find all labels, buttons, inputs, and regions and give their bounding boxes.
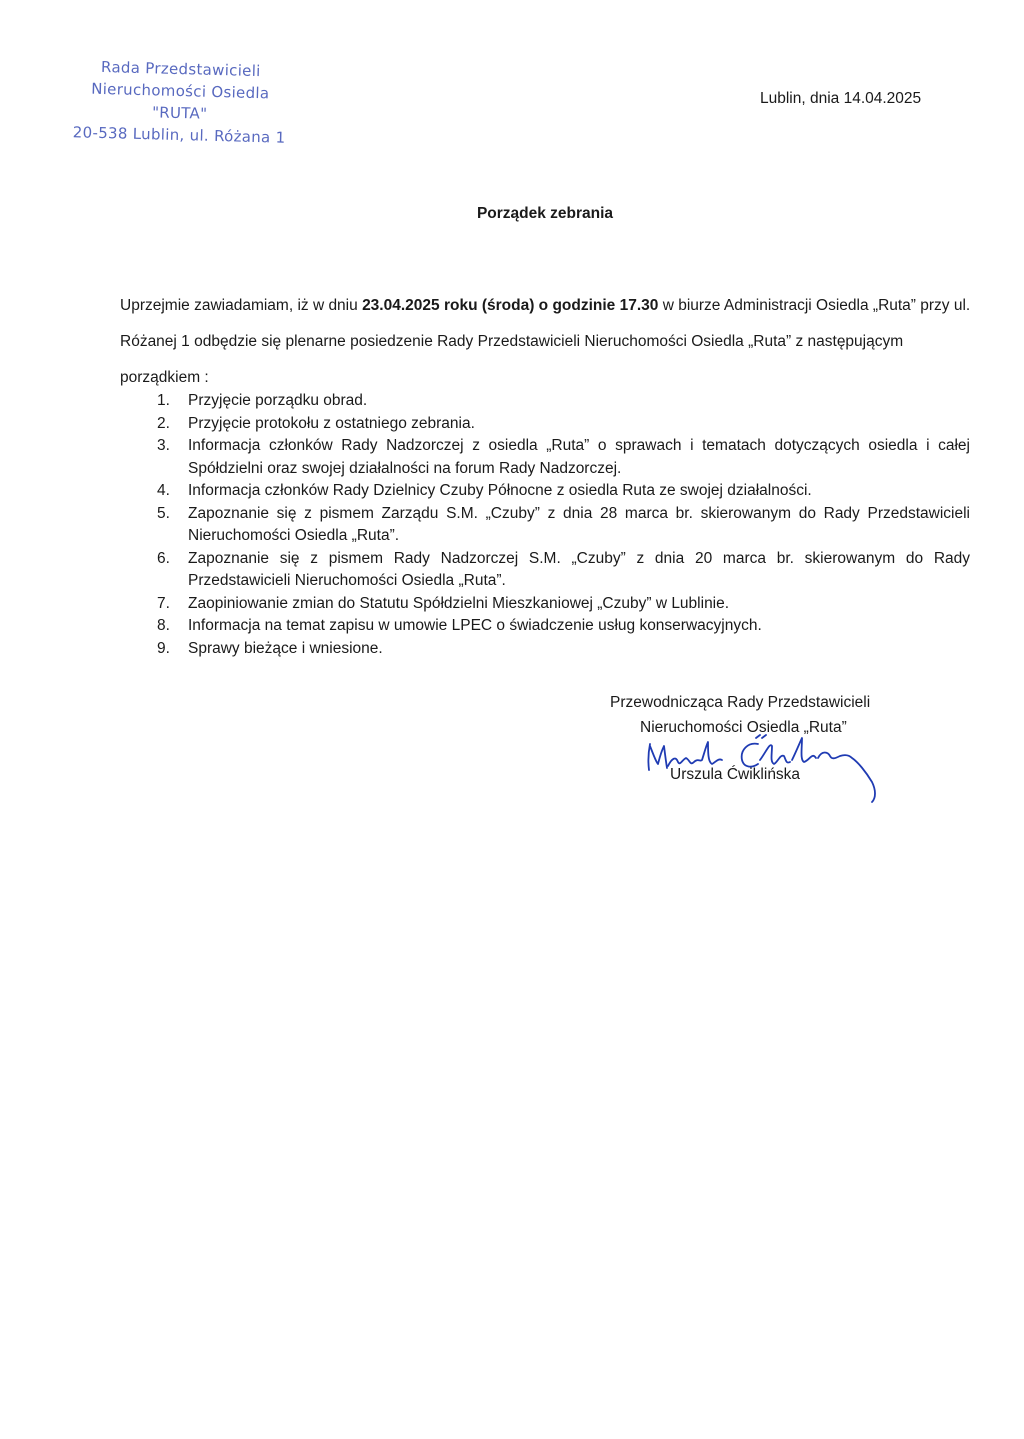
agenda-item-text: Informacja członków Rady Dzielnicy Czuby Północne z osiedla Ruta ze swojej działalności.: [188, 482, 812, 499]
agenda-item: [145, 548, 970, 593]
agenda-item: [145, 615, 970, 638]
agenda-item-number: 1.: [157, 392, 170, 409]
agenda-item: [145, 503, 970, 548]
agenda-item: [145, 435, 970, 480]
agenda-item-text: Informacja na temat zapisu w umowie LPEC o świadczenie usług konserwacyjnych.: [188, 617, 762, 634]
meeting-date-time: 23.04.2025 roku (środa) o godzinie 17.30: [362, 297, 659, 314]
signatory-role-line-2: Nieruchomości Osiedla „Ruta”: [640, 719, 847, 736]
agenda-item-text: Zapoznanie się z pismem Zarządu S.M. „Czuby” z dnia 28 marca br. skierowanym do Rady Przedstawicieli Nieruchomości Osiedla „Ruta”.: [188, 504, 970, 544]
agenda-item: [145, 480, 970, 503]
agenda-item-text: Przyjęcie porządku obrad.: [188, 392, 368, 409]
agenda-item-number: 8.: [157, 617, 170, 634]
intro-text-start: Uprzejmie zawiadamiam, iż w dniu: [120, 297, 363, 314]
signatory-role-line-1: Przewodnicząca Rady Przedstawicieli: [610, 694, 871, 711]
agenda-item-number: 6.: [157, 549, 170, 567]
agenda-item: [145, 638, 970, 661]
agenda-item-number: 9.: [157, 639, 170, 657]
stamp-line-2: Nieruchomości Osiedla: [90, 79, 270, 103]
agenda-item-number: 5.: [157, 504, 170, 522]
document-title: Porządek zebrania: [476, 205, 614, 222]
agenda-item-number: 2.: [157, 414, 170, 432]
agenda-item-number: 7.: [157, 594, 170, 612]
agenda-item-text: Zapoznanie się z pismem Rady Nadzorczej S.M. „Czuby” z dnia 20 marca br. skierowanym do Rady Przedstawicieli Nieruchomości Osiedla „Ruta”.: [188, 549, 970, 589]
intro-text-end: w biurze Administracji Osiedla „Ruta” przy ul. Różanej 1 odbędzie się plenarne posiedzenie Rady Przedstawicieli Nieruchomości Osiedla „Ruta” z następującym porządkiem :: [120, 297, 971, 386]
agenda-list: [145, 390, 970, 660]
stamp-line-4: 20-538 Lublin, ul. Różana 1: [72, 123, 286, 147]
agenda-item-text: Informacja członków Rady Nadzorczej z osiedla „Ruta” o sprawach i tematach dotyczących osiedla i całej Spółdzielni oraz swojej działalności na forum Rady Nadzorczej.: [188, 437, 970, 477]
agenda-item-number: 3.: [157, 437, 170, 454]
stamp-line-3: "RUTA": [151, 103, 208, 123]
intro-paragraph: [120, 288, 980, 396]
handwritten-signature: [640, 732, 885, 807]
agenda-item-text: Sprawy bieżące i wniesione.: [188, 639, 383, 657]
signatory-name: Urszula Ćwiklińska: [670, 766, 801, 783]
organization-stamp: [59, 55, 301, 149]
stamp-line-1: Rada Przedstawicieli: [100, 57, 261, 81]
document-date: Lublin, dnia 14.04.2025: [760, 90, 922, 107]
agenda-item-text: Przyjęcie protokołu z ostatniego zebrania.: [188, 414, 475, 432]
agenda-item-number: 4.: [157, 482, 170, 499]
agenda-item: [145, 413, 970, 436]
agenda-item-text: Zaopiniowanie zmian do Statutu Spółdzielni Mieszkaniowej „Czuby” w Lublinie.: [188, 594, 730, 612]
agenda-item: [145, 390, 970, 413]
agenda-item: [145, 593, 970, 616]
